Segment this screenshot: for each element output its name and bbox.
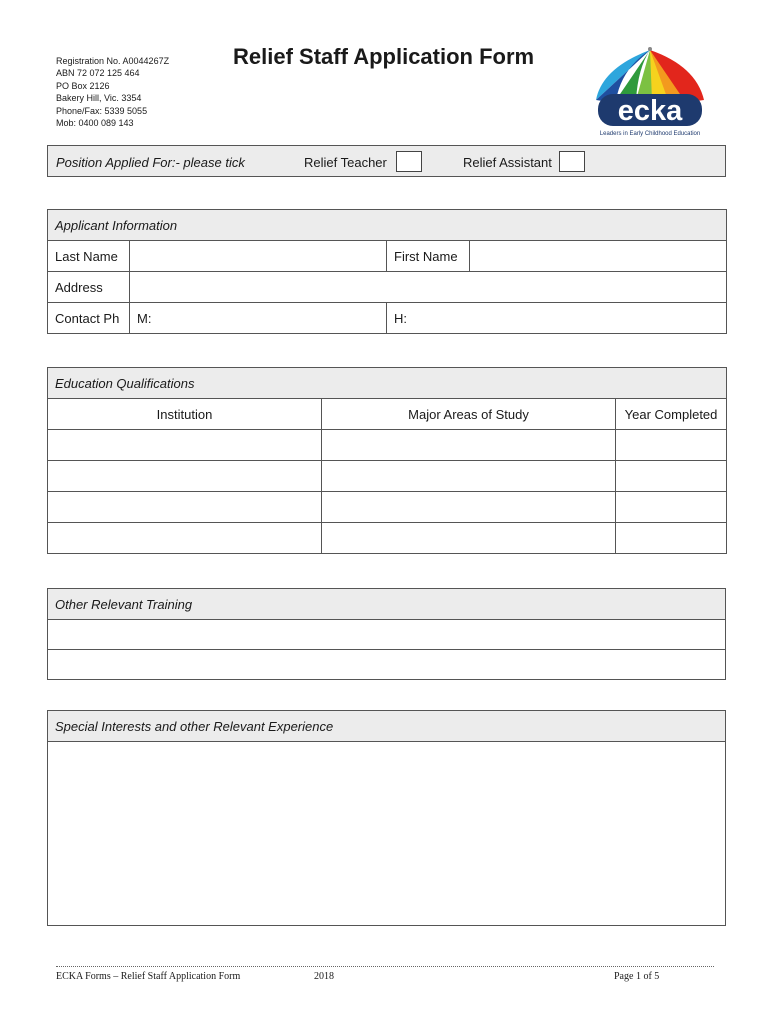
table-row — [48, 430, 727, 461]
relief-teacher-checkbox[interactable] — [396, 151, 422, 172]
footer-page-number: Page 1 of 5 — [614, 971, 660, 982]
phone-fax: Phone/Fax: 5339 5055 — [56, 105, 148, 116]
applicant-information-table — [47, 209, 727, 334]
applicant-information-header: Applicant Information — [48, 210, 727, 241]
logo-text: ecka — [617, 95, 683, 127]
abn: ABN 72 072 125 464 — [56, 68, 140, 79]
suburb: Bakery Hill, Vic. 3354 — [56, 93, 142, 104]
form-title: Relief Staff Application Form — [233, 44, 535, 69]
position-label: Position Applied For:- please tick — [56, 155, 245, 170]
mobile-field[interactable]: M: — [130, 303, 387, 334]
relief-assistant-label: Relief Assistant — [463, 155, 552, 170]
major-areas-field[interactable] — [322, 523, 616, 554]
organisation-details — [56, 55, 169, 129]
special-interests-header: Special Interests and other Relevant Experience — [48, 711, 726, 742]
year-completed-column-header: Year Completed — [616, 399, 727, 430]
table-row — [48, 492, 727, 523]
major-areas-field[interactable] — [322, 430, 616, 461]
year-completed-field[interactable] — [616, 492, 727, 523]
major-areas-field[interactable] — [322, 492, 616, 523]
position-applied-row — [47, 145, 726, 177]
contact-phone-label: Contact Ph — [48, 303, 130, 334]
education-qualifications-table — [47, 367, 727, 554]
year-completed-field[interactable] — [616, 461, 727, 492]
registration-number: Registration No. A0044267Z — [56, 56, 170, 66]
institution-column-header: Institution — [48, 399, 322, 430]
institution-field[interactable] — [48, 430, 322, 461]
education-qualifications-header: Education Qualifications — [48, 368, 727, 399]
major-areas-field[interactable] — [322, 461, 616, 492]
first-name-label: First Name — [387, 241, 470, 272]
umbrella-icon — [596, 47, 704, 101]
major-areas-column-header: Major Areas of Study — [322, 399, 616, 430]
institution-field[interactable] — [48, 523, 322, 554]
institution-field[interactable] — [48, 461, 322, 492]
address-field[interactable] — [130, 272, 727, 303]
logo-tagline: Leaders in Early Childhood Education — [599, 131, 701, 137]
training-field[interactable] — [48, 620, 726, 650]
training-field[interactable] — [48, 650, 726, 680]
address-label: Address — [48, 272, 130, 303]
special-interests-table — [47, 710, 726, 926]
year-completed-field[interactable] — [616, 430, 727, 461]
table-row — [48, 461, 727, 492]
first-name-field[interactable] — [470, 241, 727, 272]
special-interests-field[interactable] — [48, 742, 726, 926]
year-completed-field[interactable] — [616, 523, 727, 554]
mobile-number: Mob: 0400 089 143 — [56, 118, 134, 129]
ecka-logo — [592, 44, 708, 138]
footer-year: 2018 — [314, 971, 334, 982]
relief-teacher-label: Relief Teacher — [304, 155, 387, 170]
footer-divider — [56, 966, 714, 967]
last-name-field[interactable] — [130, 241, 387, 272]
table-row — [48, 523, 727, 554]
relief-assistant-checkbox[interactable] — [559, 151, 585, 172]
other-training-table — [47, 588, 726, 680]
home-phone-field[interactable]: H: — [387, 303, 727, 334]
other-training-header: Other Relevant Training — [48, 589, 726, 620]
institution-field[interactable] — [48, 492, 322, 523]
last-name-label: Last Name — [48, 241, 130, 272]
po-box: PO Box 2126 — [56, 80, 110, 91]
footer-form-name: ECKA Forms – Relief Staff Application Form — [56, 971, 241, 982]
